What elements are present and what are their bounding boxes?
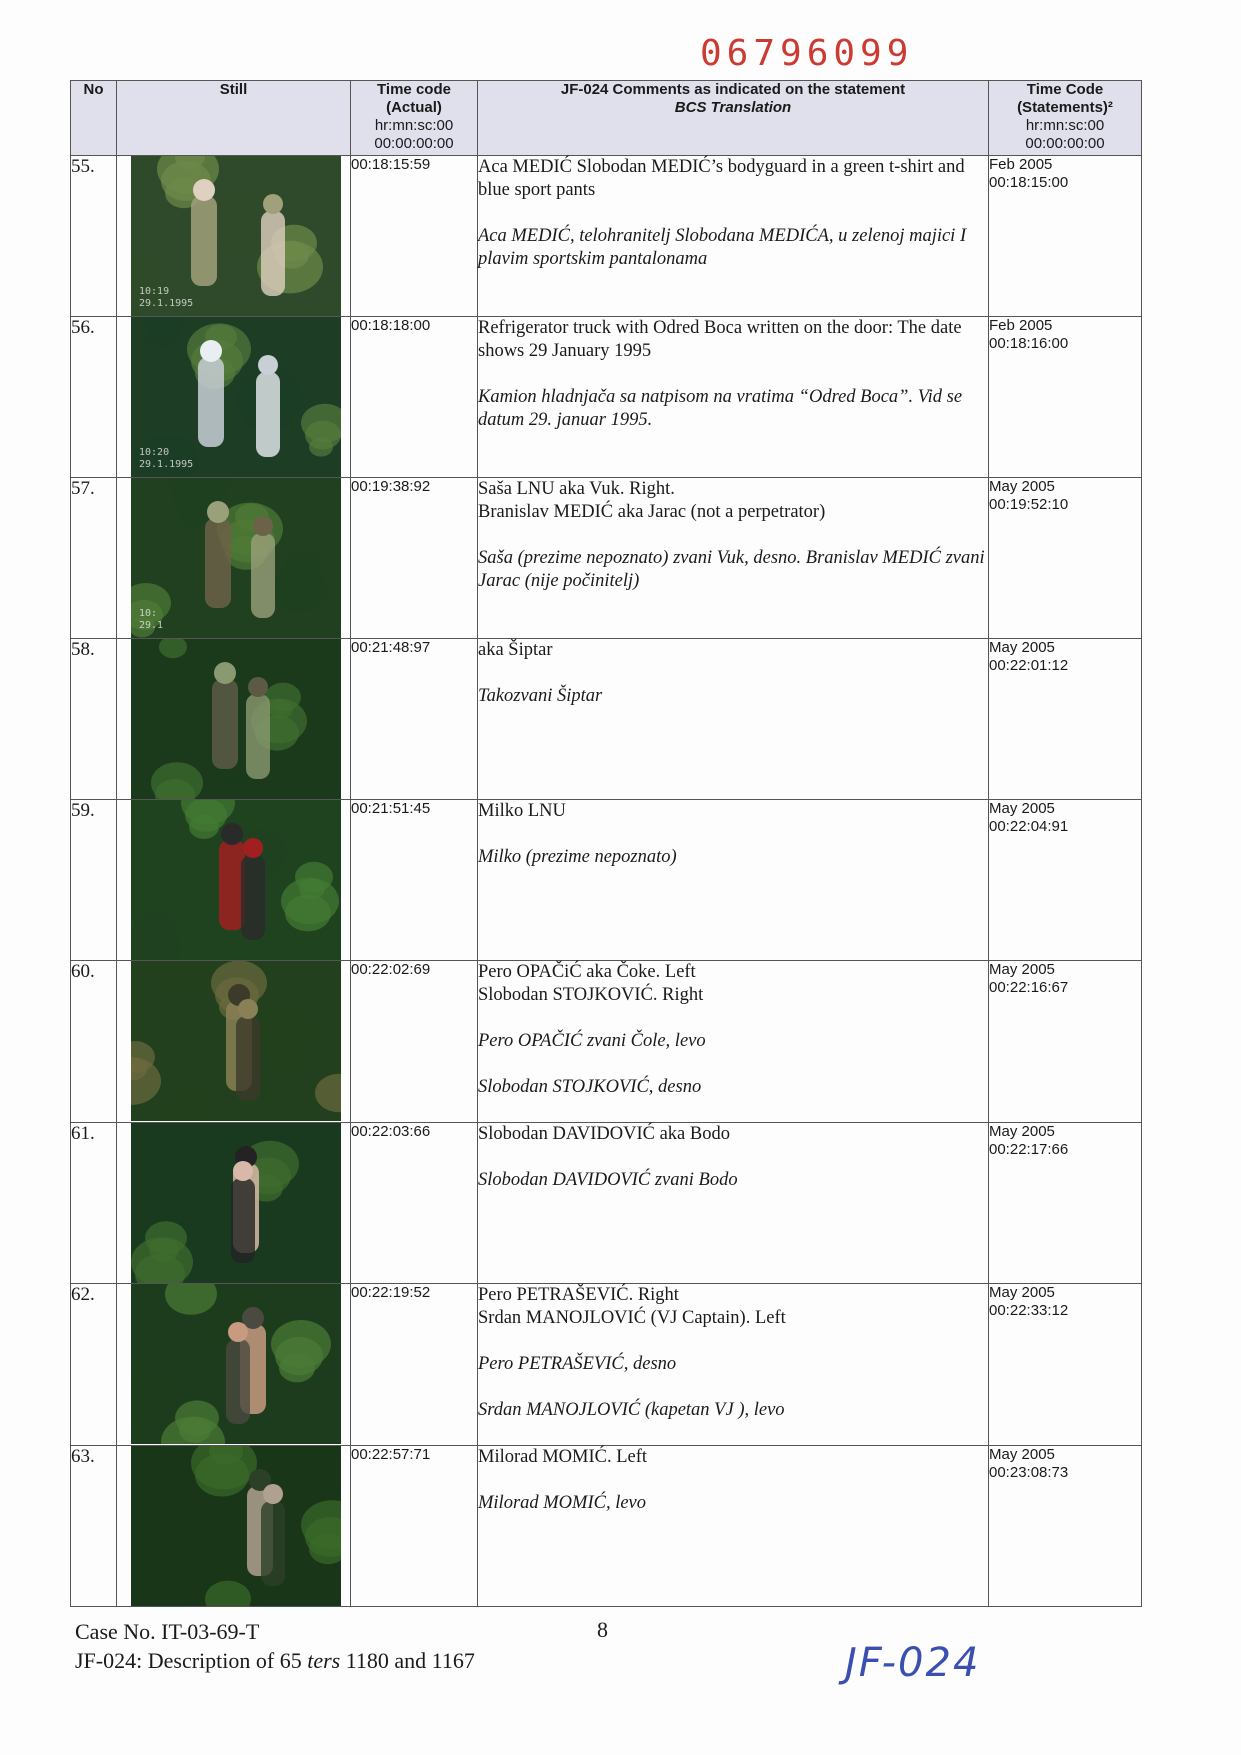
comment-bcs-translation: Milorad MOMIĆ, levo [478, 1493, 647, 1513]
row-number: 55. [71, 156, 117, 317]
time-code-statements [989, 1284, 1142, 1446]
time-code-actual: 00:22:57:71 [351, 1446, 478, 1607]
statement-time-code: 00:22:17:66 [989, 1141, 1069, 1158]
time-code-statements [989, 317, 1142, 478]
comment-bcs-translation: Pero OPAČIĆ zvani Čole, levo [478, 1031, 706, 1051]
time-code-statements [989, 156, 1142, 317]
table-row [71, 800, 1142, 961]
video-still-photo [131, 1123, 341, 1283]
still-image-cell [117, 800, 351, 961]
statement-date: May 2005 [989, 961, 1055, 978]
svg-text:29.1.1995: 29.1.1995 [139, 298, 194, 309]
comment-cell [478, 639, 989, 800]
comment-bcs-translation: Slobodan STOJKOVIĆ, desno [478, 1077, 702, 1097]
document-description: JF-024: Description of 65 ters 1180 and 1167 [75, 1648, 475, 1673]
statement-date: May 2005 [989, 639, 1055, 656]
comment-cell [478, 156, 989, 317]
statement-date: Feb 2005 [989, 317, 1053, 334]
comment-bcs-translation: Aca MEDIĆ, telohranitelj Slobodana MEDIĆA, u zelenoj majici I plavim sportskim pantalonama [478, 226, 967, 269]
comment-english: Pero PETRAŠEVIĆ. Right Srdan MANOJLOVIĆ (VJ Captain). Left [478, 1285, 786, 1328]
header-no: No [71, 81, 117, 156]
comment-english: Milorad MOMIĆ. Left [478, 1447, 648, 1467]
header-time-code-statements: Time Code (Statements)² hr:mn:sc:00 00:00:00:00 [989, 81, 1142, 156]
svg-text:29.1: 29.1 [139, 620, 164, 631]
statement-time-code: 00:23:08:73 [989, 1464, 1069, 1481]
video-still-photo [131, 478, 341, 638]
comment-cell [478, 317, 989, 478]
still-image-cell [117, 1446, 351, 1607]
row-number: 60. [71, 961, 117, 1123]
statement-date: May 2005 [989, 1123, 1055, 1140]
row-number: 61. [71, 1123, 117, 1284]
case-number: Case No. IT-03-69-T [75, 1619, 260, 1644]
time-code-statements [989, 639, 1142, 800]
row-number: 59. [71, 800, 117, 961]
table-row [71, 478, 1142, 639]
table-row [71, 961, 1142, 1123]
video-still-photo [131, 1446, 341, 1606]
time-code-actual: 00:18:15:59 [351, 156, 478, 317]
row-number: 62. [71, 1284, 117, 1446]
row-number: 56. [71, 317, 117, 478]
video-still-photo [131, 800, 341, 960]
statement-time-code: 00:22:33:12 [989, 1302, 1069, 1319]
table-row [71, 1284, 1142, 1446]
comment-english: Aca MEDIĆ Slobodan MEDIĆ’s bodyguard in a green t-shirt and blue sport pants [478, 157, 965, 200]
still-image-cell [117, 1284, 351, 1446]
comment-cell [478, 1284, 989, 1446]
svg-text:10:20: 10:20 [139, 447, 170, 458]
statement-date: May 2005 [989, 800, 1055, 817]
footer [75, 1617, 475, 1675]
statement-time-code: 00:22:16:67 [989, 979, 1069, 996]
time-code-actual: 00:22:02:69 [351, 961, 478, 1123]
comment-bcs-translation: Saša (prezime nepoznato) zvani Vuk, desno. Branislav MEDIĆ zvani Jarac (nije počinitelj) [478, 548, 985, 591]
svg-text:10:: 10: [139, 608, 158, 619]
video-still-photo [131, 639, 341, 799]
time-code-actual: 00:21:51:45 [351, 800, 478, 961]
time-code-statements [989, 961, 1142, 1123]
time-code-actual: 00:21:48:97 [351, 639, 478, 800]
header-still: Still [117, 81, 351, 156]
video-still-photo [131, 961, 341, 1121]
svg-text:10:19: 10:19 [139, 286, 170, 297]
comment-bcs-translation: Milko (prezime nepoznato) [478, 847, 677, 867]
statement-date: May 2005 [989, 1284, 1055, 1301]
statement-time-code: 00:19:52:10 [989, 496, 1069, 513]
comment-cell [478, 961, 989, 1123]
row-number: 58. [71, 639, 117, 800]
still-image-cell [117, 156, 351, 317]
header-time-code-actual: Time code (Actual) hr:mn:sc:00 00:00:00:00 [351, 81, 478, 156]
comment-english: Refrigerator truck with Odred Boca written on the door: The date shows 29 January 1995 [478, 318, 962, 361]
time-code-actual: 00:22:03:66 [351, 1123, 478, 1284]
comment-english: Saša LNU aka Vuk. Right. Branislav MEDIĆ aka Jarac (not a perpetrator) [478, 479, 826, 522]
time-code-actual: 00:22:19:52 [351, 1284, 478, 1446]
comment-bcs-translation: Slobodan DAVIDOVIĆ zvani Bodo [478, 1170, 738, 1190]
table-row [71, 317, 1142, 478]
time-code-statements [989, 478, 1142, 639]
still-image-cell [117, 478, 351, 639]
header-row [71, 81, 1142, 156]
table-row [71, 1123, 1142, 1284]
statement-time-code: 00:22:04:91 [989, 818, 1069, 835]
svg-text:29.1.1995: 29.1.1995 [139, 459, 194, 470]
table-row [71, 156, 1142, 317]
time-code-actual: 00:19:38:92 [351, 478, 478, 639]
comment-bcs-translation: Takozvani Šiptar [478, 686, 603, 706]
comment-bcs-translation: Pero PETRAŠEVIĆ, desno [478, 1354, 677, 1374]
handwritten-signature: JF-024 [845, 1640, 981, 1686]
statement-time-code: 00:22:01:12 [989, 657, 1069, 674]
time-code-statements [989, 1123, 1142, 1284]
video-still-photo [131, 317, 341, 477]
still-image-cell [117, 1123, 351, 1284]
page-number: 8 [597, 1617, 608, 1642]
comment-english: Slobodan DAVIDOVIĆ aka Bodo [478, 1124, 730, 1144]
statement-date: Feb 2005 [989, 156, 1053, 173]
comment-cell [478, 1446, 989, 1607]
table-row [71, 639, 1142, 800]
evidence-table [70, 80, 1142, 1607]
document-id-stamp: 06796099 [700, 33, 914, 74]
still-image-cell [117, 961, 351, 1123]
time-code-statements [989, 800, 1142, 961]
still-image-cell [117, 317, 351, 478]
comment-cell [478, 478, 989, 639]
video-still-photo [131, 1284, 341, 1444]
comment-english: Milko LNU [478, 801, 566, 821]
comment-cell [478, 1123, 989, 1284]
comment-english: Pero OPAČiĆ aka Čoke. Left Slobodan STOJKOVIĆ. Right [478, 962, 704, 1005]
time-code-actual: 00:18:18:00 [351, 317, 478, 478]
statement-date: May 2005 [989, 1446, 1055, 1463]
video-still-photo [131, 156, 341, 316]
header-comments: JF-024 Comments as indicated on the statement BCS Translation [478, 81, 989, 156]
comment-bcs-translation: Srdan MANOJLOVIĆ (kapetan VJ ), levo [478, 1400, 785, 1420]
comment-english: aka Šiptar [478, 640, 553, 660]
statement-time-code: 00:18:15:00 [989, 174, 1069, 191]
row-number: 63. [71, 1446, 117, 1607]
still-image-cell [117, 639, 351, 800]
comment-bcs-translation: Kamion hladnjača sa natpisom na vratima “Odred Boca”. Vid se datum 29. januar 1995. [478, 387, 963, 430]
comment-cell [478, 800, 989, 961]
table-row [71, 1446, 1142, 1607]
statement-time-code: 00:18:16:00 [989, 335, 1069, 352]
statement-date: May 2005 [989, 478, 1055, 495]
row-number: 57. [71, 478, 117, 639]
time-code-statements [989, 1446, 1142, 1607]
